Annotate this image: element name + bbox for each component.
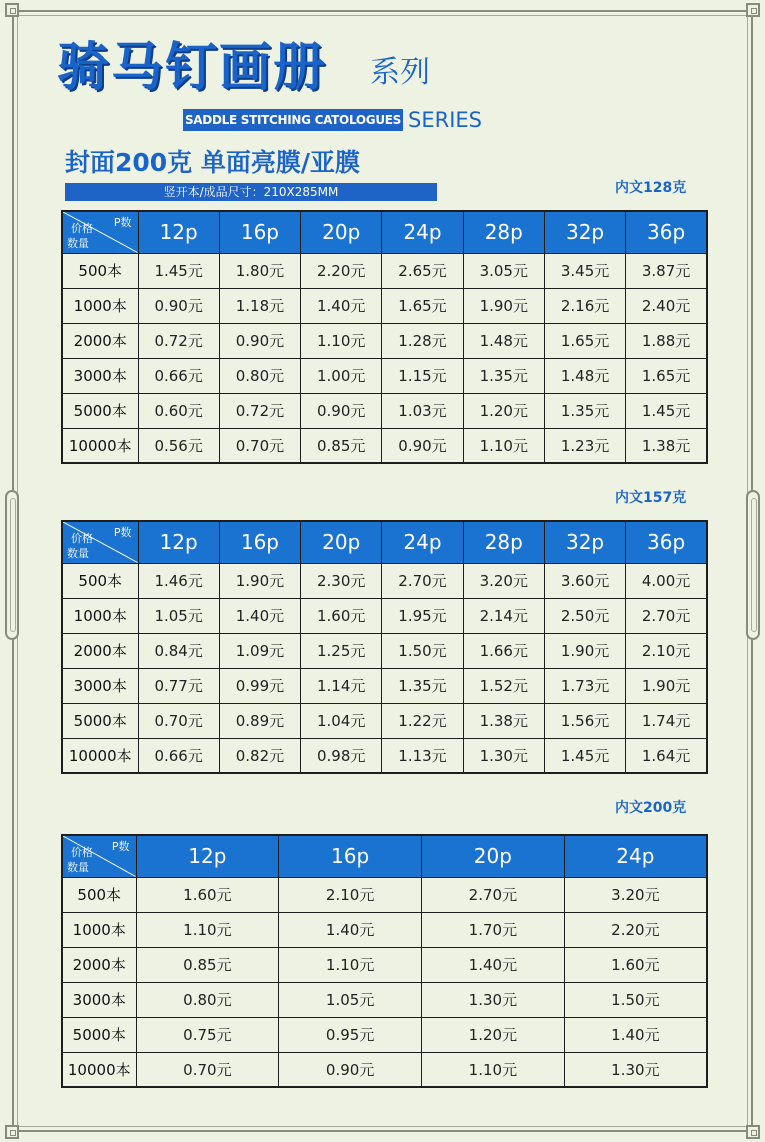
price-cell: 1.52元 xyxy=(463,668,544,703)
price-cell: 1.38元 xyxy=(463,703,544,738)
price-cell: 1.09元 xyxy=(219,633,300,668)
price-cell: 0.95元 xyxy=(279,1017,422,1052)
quantity-cell: 5000本 xyxy=(62,703,138,738)
column-header: 24p xyxy=(382,521,463,563)
price-cell: 1.45元 xyxy=(138,253,219,288)
price-table xyxy=(61,210,708,464)
column-header: 12p xyxy=(138,211,219,253)
price-table xyxy=(61,834,708,1088)
price-cell: 2.70元 xyxy=(626,598,707,633)
table-row xyxy=(62,738,707,773)
price-cell: 1.20元 xyxy=(422,1017,565,1052)
table-row xyxy=(62,1017,707,1052)
price-cell: 1.90元 xyxy=(219,563,300,598)
price-cell: 1.13元 xyxy=(382,738,463,773)
header-corner-cell xyxy=(62,211,138,253)
price-cell: 2.10元 xyxy=(279,877,422,912)
price-axis-label: 价格 xyxy=(71,532,93,545)
table-row xyxy=(62,288,707,323)
price-cell: 1.45元 xyxy=(544,738,625,773)
price-axis-label: 价格 xyxy=(71,222,93,235)
corner-ornament-top-right xyxy=(746,3,760,17)
price-cell: 2.30元 xyxy=(301,563,382,598)
price-cell: 4.00元 xyxy=(626,563,707,598)
column-header: 20p xyxy=(301,211,382,253)
price-cell: 1.14元 xyxy=(301,668,382,703)
quantity-cell: 5000本 xyxy=(62,1017,136,1052)
price-cell: 0.99元 xyxy=(219,668,300,703)
price-cell: 3.20元 xyxy=(463,563,544,598)
price-cell: 1.45元 xyxy=(626,393,707,428)
price-cell: 0.98元 xyxy=(301,738,382,773)
column-header: 16p xyxy=(219,521,300,563)
quantity-axis-label: 数量 xyxy=(67,546,89,560)
quantity-axis-label: 数量 xyxy=(67,236,89,250)
price-cell: 3.45元 xyxy=(544,253,625,288)
price-cell: 0.72元 xyxy=(219,393,300,428)
price-cell: 2.20元 xyxy=(564,912,707,947)
quantity-cell: 3000本 xyxy=(62,358,138,393)
price-cell: 0.90元 xyxy=(219,323,300,358)
corner-ornament-bottom-right xyxy=(746,1125,760,1139)
price-cell: 1.35元 xyxy=(463,358,544,393)
table-row xyxy=(62,703,707,738)
price-cell: 1.30元 xyxy=(564,1052,707,1087)
column-header: 28p xyxy=(463,521,544,563)
price-cell: 1.46元 xyxy=(138,563,219,598)
price-cell: 2.50元 xyxy=(544,598,625,633)
pages-axis-label: P数 xyxy=(111,840,130,853)
title-suffix: 系列 xyxy=(370,55,430,90)
price-cell: 1.10元 xyxy=(136,912,279,947)
price-cell: 1.48元 xyxy=(544,358,625,393)
table-row xyxy=(62,393,707,428)
column-header: 24p xyxy=(564,835,707,877)
english-subtitle: SADDLE STITCHING CATOLOGUES xyxy=(183,109,403,131)
price-cell: 2.16元 xyxy=(544,288,625,323)
price-cell: 0.85元 xyxy=(301,428,382,463)
price-cell: 0.80元 xyxy=(136,982,279,1017)
quantity-cell: 1000本 xyxy=(62,288,138,323)
quantity-cell: 3000本 xyxy=(62,668,138,703)
price-cell: 1.73元 xyxy=(544,668,625,703)
price-cell: 1.90元 xyxy=(463,288,544,323)
price-cell: 1.50元 xyxy=(382,633,463,668)
table-row xyxy=(62,563,707,598)
price-cell: 1.28元 xyxy=(382,323,463,358)
quantity-cell: 500本 xyxy=(62,563,138,598)
side-ornament-right xyxy=(746,490,760,640)
price-cell: 1.18元 xyxy=(219,288,300,323)
price-cell: 0.75元 xyxy=(136,1017,279,1052)
column-header: 24p xyxy=(382,211,463,253)
page-title: 骑马钉画册 xyxy=(57,38,328,98)
price-cell: 2.65元 xyxy=(382,253,463,288)
header-corner-cell xyxy=(62,521,138,563)
price-cell: 1.65元 xyxy=(544,323,625,358)
table-row xyxy=(62,668,707,703)
price-cell: 1.65元 xyxy=(382,288,463,323)
pages-axis-label: P数 xyxy=(113,216,132,229)
price-cell: 0.84元 xyxy=(138,633,219,668)
table-row xyxy=(62,877,707,912)
price-cell: 1.90元 xyxy=(544,633,625,668)
column-header: 36p xyxy=(626,521,707,563)
quantity-cell: 10000本 xyxy=(62,738,138,773)
price-cell: 1.95元 xyxy=(382,598,463,633)
quantity-cell: 2000本 xyxy=(62,633,138,668)
price-cell: 0.90元 xyxy=(279,1052,422,1087)
column-header: 12p xyxy=(136,835,279,877)
quantity-axis-label: 数量 xyxy=(67,860,89,874)
price-cell: 1.10元 xyxy=(463,428,544,463)
price-cell: 0.90元 xyxy=(301,393,382,428)
price-cell: 1.35元 xyxy=(544,393,625,428)
table-row xyxy=(62,323,707,358)
price-cell: 0.70元 xyxy=(219,428,300,463)
quantity-cell: 1000本 xyxy=(62,912,136,947)
table-row xyxy=(62,947,707,982)
price-cell: 1.60元 xyxy=(564,947,707,982)
price-cell: 2.40元 xyxy=(626,288,707,323)
price-cell: 1.04元 xyxy=(301,703,382,738)
price-cell: 3.87元 xyxy=(626,253,707,288)
corner-ornament-top-left xyxy=(5,3,19,17)
price-cell: 1.38元 xyxy=(626,428,707,463)
quantity-cell: 2000本 xyxy=(62,323,138,358)
price-cell: 1.30元 xyxy=(422,982,565,1017)
price-cell: 2.70元 xyxy=(382,563,463,598)
price-cell: 1.00元 xyxy=(301,358,382,393)
price-cell: 1.22元 xyxy=(382,703,463,738)
price-cell: 3.20元 xyxy=(564,877,707,912)
price-cell: 1.64元 xyxy=(626,738,707,773)
header-corner-cell xyxy=(62,835,136,877)
price-cell: 0.89元 xyxy=(219,703,300,738)
column-header: 36p xyxy=(626,211,707,253)
price-cell: 1.60元 xyxy=(136,877,279,912)
price-cell: 0.66元 xyxy=(138,358,219,393)
price-cell: 1.80元 xyxy=(219,253,300,288)
table-row xyxy=(62,1052,707,1087)
price-cell: 0.70元 xyxy=(138,703,219,738)
quantity-cell: 3000本 xyxy=(62,982,136,1017)
column-header: 20p xyxy=(422,835,565,877)
table-row xyxy=(62,912,707,947)
quantity-cell: 10000本 xyxy=(62,1052,136,1087)
column-header: 16p xyxy=(219,211,300,253)
price-cell: 1.20元 xyxy=(463,393,544,428)
column-header: 12p xyxy=(138,521,219,563)
size-spec: 竖开本/成品尺寸：210X285MM xyxy=(65,183,437,201)
english-series: SERIES xyxy=(408,108,482,132)
price-cell: 0.70元 xyxy=(136,1052,279,1087)
price-cell: 0.85元 xyxy=(136,947,279,982)
price-cell: 1.48元 xyxy=(463,323,544,358)
price-cell: 2.14元 xyxy=(463,598,544,633)
quantity-cell: 10000本 xyxy=(62,428,138,463)
price-cell: 1.15元 xyxy=(382,358,463,393)
price-cell: 3.05元 xyxy=(463,253,544,288)
price-cell: 2.70元 xyxy=(422,877,565,912)
column-header: 32p xyxy=(544,521,625,563)
price-cell: 0.90元 xyxy=(138,288,219,323)
price-cell: 1.03元 xyxy=(382,393,463,428)
price-cell: 3.60元 xyxy=(544,563,625,598)
quantity-cell: 1000本 xyxy=(62,598,138,633)
price-cell: 0.80元 xyxy=(219,358,300,393)
price-cell: 1.74元 xyxy=(626,703,707,738)
price-cell: 1.70元 xyxy=(422,912,565,947)
price-cell: 1.40元 xyxy=(279,912,422,947)
price-cell: 1.60元 xyxy=(301,598,382,633)
table-row xyxy=(62,358,707,393)
quantity-cell: 5000本 xyxy=(62,393,138,428)
price-cell: 1.10元 xyxy=(422,1052,565,1087)
price-cell: 1.40元 xyxy=(219,598,300,633)
price-cell: 0.77元 xyxy=(138,668,219,703)
price-cell: 1.90元 xyxy=(626,668,707,703)
price-cell: 1.40元 xyxy=(564,1017,707,1052)
price-axis-label: 价格 xyxy=(71,846,93,859)
paper-weight-label: 内文157克 xyxy=(615,490,687,506)
quantity-cell: 2000本 xyxy=(62,947,136,982)
price-cell: 1.50元 xyxy=(564,982,707,1017)
price-cell: 1.10元 xyxy=(279,947,422,982)
price-cell: 0.90元 xyxy=(382,428,463,463)
price-cell: 2.20元 xyxy=(301,253,382,288)
price-table xyxy=(61,520,708,774)
paper-weight-label: 内文128克 xyxy=(615,180,687,196)
price-cell: 0.72元 xyxy=(138,323,219,358)
column-header: 16p xyxy=(279,835,422,877)
side-ornament-left xyxy=(5,490,19,640)
table-row xyxy=(62,633,707,668)
pages-axis-label: P数 xyxy=(113,526,132,539)
cover-spec: 封面200克 单面亮膜/亚膜 xyxy=(65,148,361,177)
price-cell: 1.05元 xyxy=(279,982,422,1017)
quantity-cell: 500本 xyxy=(62,253,138,288)
quantity-cell: 500本 xyxy=(62,877,136,912)
table-row xyxy=(62,598,707,633)
corner-ornament-bottom-left xyxy=(5,1125,19,1139)
paper-weight-label: 内文200克 xyxy=(615,800,687,816)
price-cell: 1.30元 xyxy=(463,738,544,773)
price-cell: 2.10元 xyxy=(626,633,707,668)
table-row xyxy=(62,428,707,463)
price-cell: 1.23元 xyxy=(544,428,625,463)
price-cell: 0.82元 xyxy=(219,738,300,773)
table-row xyxy=(62,253,707,288)
table-row xyxy=(62,982,707,1017)
price-cell: 0.56元 xyxy=(138,428,219,463)
price-cell: 0.66元 xyxy=(138,738,219,773)
price-cell: 1.10元 xyxy=(301,323,382,358)
price-cell: 1.35元 xyxy=(382,668,463,703)
price-cell: 1.25元 xyxy=(301,633,382,668)
column-header: 28p xyxy=(463,211,544,253)
price-cell: 1.88元 xyxy=(626,323,707,358)
column-header: 20p xyxy=(301,521,382,563)
price-cell: 1.65元 xyxy=(626,358,707,393)
price-cell: 1.56元 xyxy=(544,703,625,738)
price-cell: 1.40元 xyxy=(422,947,565,982)
price-cell: 1.40元 xyxy=(301,288,382,323)
price-cell: 1.05元 xyxy=(138,598,219,633)
price-cell: 0.60元 xyxy=(138,393,219,428)
column-header: 32p xyxy=(544,211,625,253)
price-cell: 1.66元 xyxy=(463,633,544,668)
